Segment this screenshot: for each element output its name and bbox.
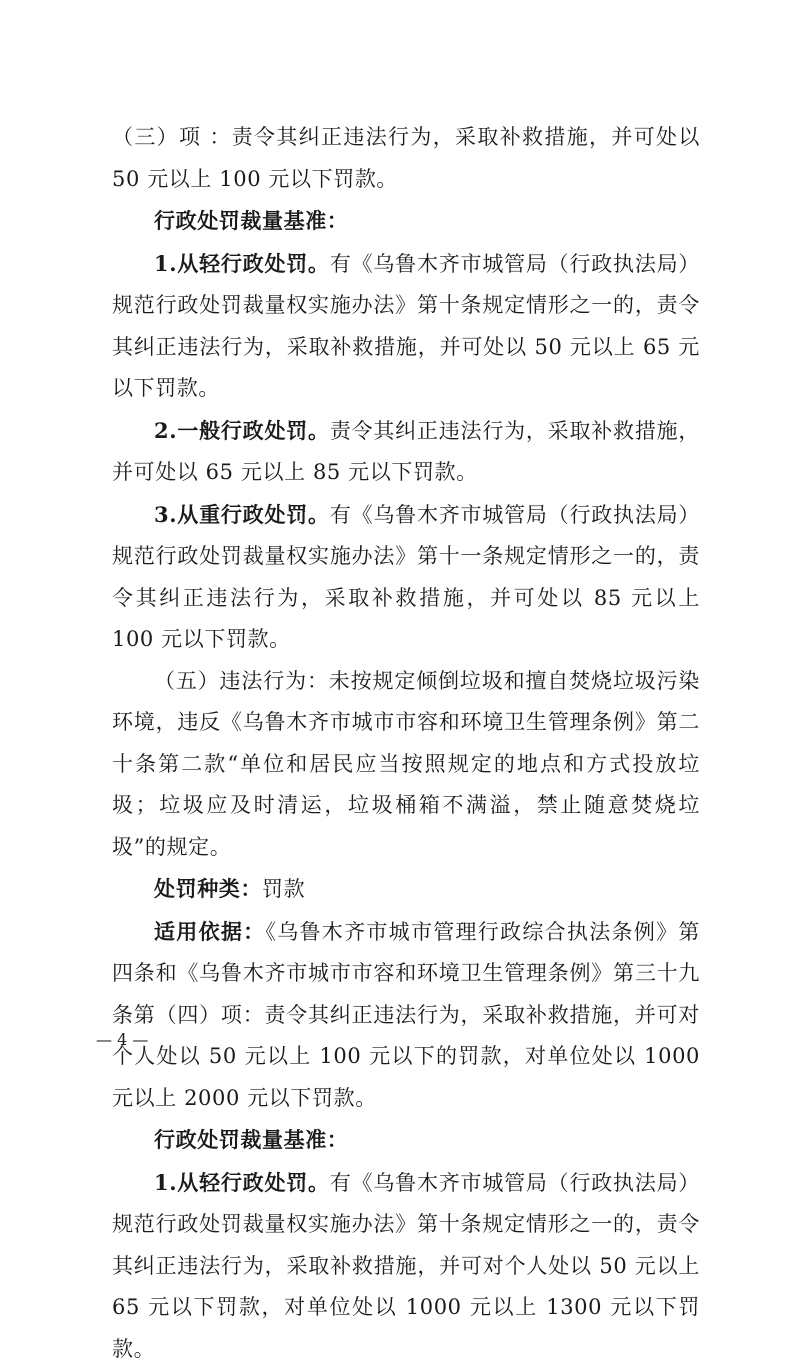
paragraph-penalty-type [112, 868, 700, 911]
paragraph-label: 1.从轻行政处罚。 [154, 251, 330, 276]
paragraph-violation-5 [112, 661, 700, 869]
paragraph-lighter-penalty-2 [112, 1162, 700, 1370]
page-number: — 4 — [96, 1030, 148, 1050]
paragraph-text: 罚款 [262, 877, 305, 901]
paragraph-text: （五）违法行为：未按规定倾倒垃圾和擅自焚烧垃圾污染环境，违反《乌鲁木齐市城市市容和环境卫生管理条例》第二十条第二款“单位和居民应当按照规定的地点和方式投放垃圾；垃圾应及时清运，垃圾桶箱不满溢，禁止随意焚烧垃圾”的规定。 [112, 669, 700, 859]
paragraph-text: 有《乌鲁木齐市城管局（行政执法局）规范行政处罚裁量权实施办法》第十条规定情形之一的，责令其纠正违法行为，采取补救措施，并可处以 50 元以上 65 元以下罚款。 [112, 252, 700, 401]
paragraph-discretion-heading [112, 200, 700, 243]
paragraph-label: 3.从重行政处罚。 [154, 502, 330, 527]
section-heading: 行政处罚裁量基准： [154, 208, 348, 233]
paragraph-label: 1.从轻行政处罚。 [154, 1170, 330, 1195]
paragraph-text: 《乌鲁木齐市城市管理行政综合执法条例》第四条和《乌鲁木齐市城市市容和环境卫生管理条例》第三十九条第（四）项：责令其纠正违法行为，采取补救措施，并可对个人处以 50 元以上 100 元以下的罚款，对单位处以 1000 元以上 2000 元以下罚款。 [112, 920, 700, 1110]
paragraph-item-3-clause [112, 117, 700, 200]
section-heading: 行政处罚裁量基准： [154, 1127, 348, 1152]
paragraph-text: 有《乌鲁木齐市城管局（行政执法局）规范行政处罚裁量权实施办法》第十一条规定情形之一的，责令其纠正违法行为，采取补救措施，并可处以 85 元以上 100 元以下罚款。 [112, 503, 700, 652]
paragraph-text: 有《乌鲁木齐市城管局（行政执法局）规范行政处罚裁量权实施办法》第十条规定情形之一的，责令其纠正违法行为，采取补救措施，并可对个人处以 50 元以上 65 元以下罚款，对单位处以 1000 元以上 1300 元以下罚款。 [112, 1171, 700, 1361]
paragraph-legal-basis [112, 911, 700, 1120]
paragraph-label: 2.一般行政处罚。 [154, 418, 330, 443]
paragraph-text: 责令其纠正违法行为，采取补救措施，并可处以 65 元以上 85 元以下罚款。 [112, 419, 700, 485]
paragraph-label: 处罚种类： [154, 876, 262, 901]
paragraph-heavier-penalty [112, 494, 700, 661]
paragraph-text: （三）项 ：责令其纠正违法行为，采取补救措施，并可处以 50 元以上 100 元以下罚款。 [112, 125, 700, 191]
document-body [112, 117, 700, 1370]
paragraph-label: 适用依据： [154, 919, 265, 944]
paragraph-discretion-heading-2 [112, 1119, 700, 1162]
paragraph-general-penalty [112, 410, 700, 494]
paragraph-lighter-penalty [112, 243, 700, 410]
